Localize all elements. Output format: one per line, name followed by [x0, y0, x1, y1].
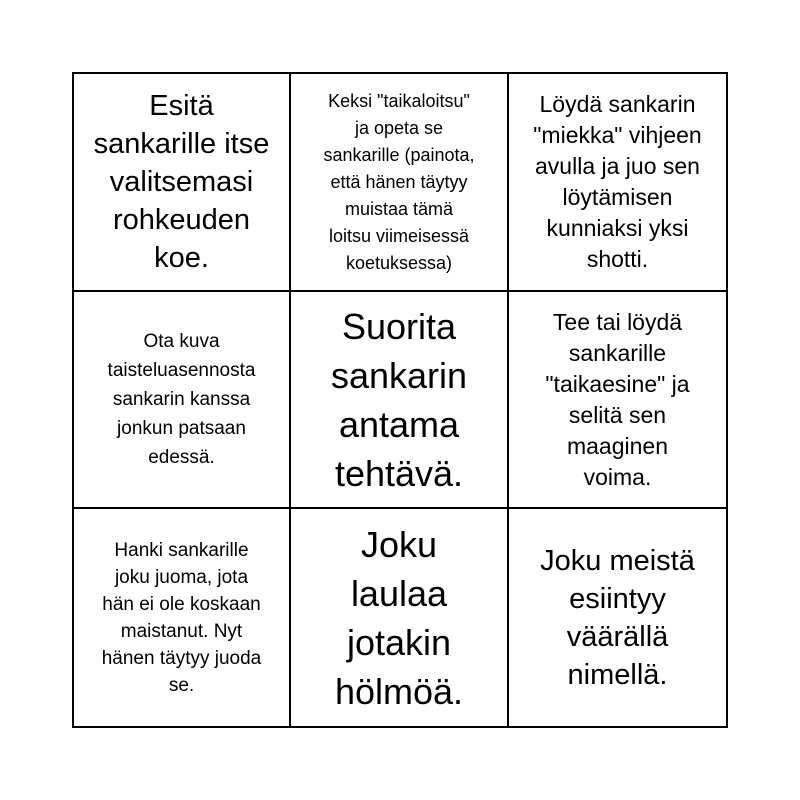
bingo-cell-text: Tee tai löydä sankarille "taikaesine" ja selitä sen maaginen voima.: [545, 308, 690, 490]
bingo-cell-text: Ota kuva taisteluasennosta sankarin kanssa jonkun patsaan edessä.: [107, 331, 256, 468]
bingo-cell-text: Löydä sankarin "miekka" vihjeen avulla ja juo sen löytämisen kunniaksi yksi shotti.: [533, 91, 702, 272]
bingo-board: [72, 72, 728, 728]
bingo-cell[interactable]: [74, 74, 291, 292]
bingo-cell[interactable]: [509, 509, 726, 726]
bingo-cell-text: Joku meistä esiintyy väärällä nimellä.: [540, 544, 695, 691]
bingo-cell[interactable]: [509, 74, 726, 292]
bingo-cell[interactable]: [74, 292, 291, 509]
bingo-cell[interactable]: [291, 509, 509, 726]
bingo-cell-text: Keksi "taikaloitsu" ja opeta se sankarille (painota, että hänen täytyy muistaa tämä loitsu viimeisessä koetuksessa): [323, 90, 475, 273]
bingo-cell[interactable]: [291, 292, 509, 509]
bingo-cell-text: Hanki sankarille joku juoma, jota hän ei ole koskaan maistanut. Nyt hänen täytyy juoda se.: [101, 539, 262, 696]
bingo-cell-text: Suorita sankarin antama tehtävä.: [330, 305, 468, 494]
bingo-cell[interactable]: [509, 292, 726, 509]
bingo-cell-text: Esitä sankarille itse valitsemasi rohkeuden koe.: [93, 90, 270, 274]
bingo-cell-text: Joku laulaa jotakin hölmöä.: [334, 523, 464, 712]
bingo-cell[interactable]: [291, 74, 509, 292]
bingo-cell[interactable]: [74, 509, 291, 726]
